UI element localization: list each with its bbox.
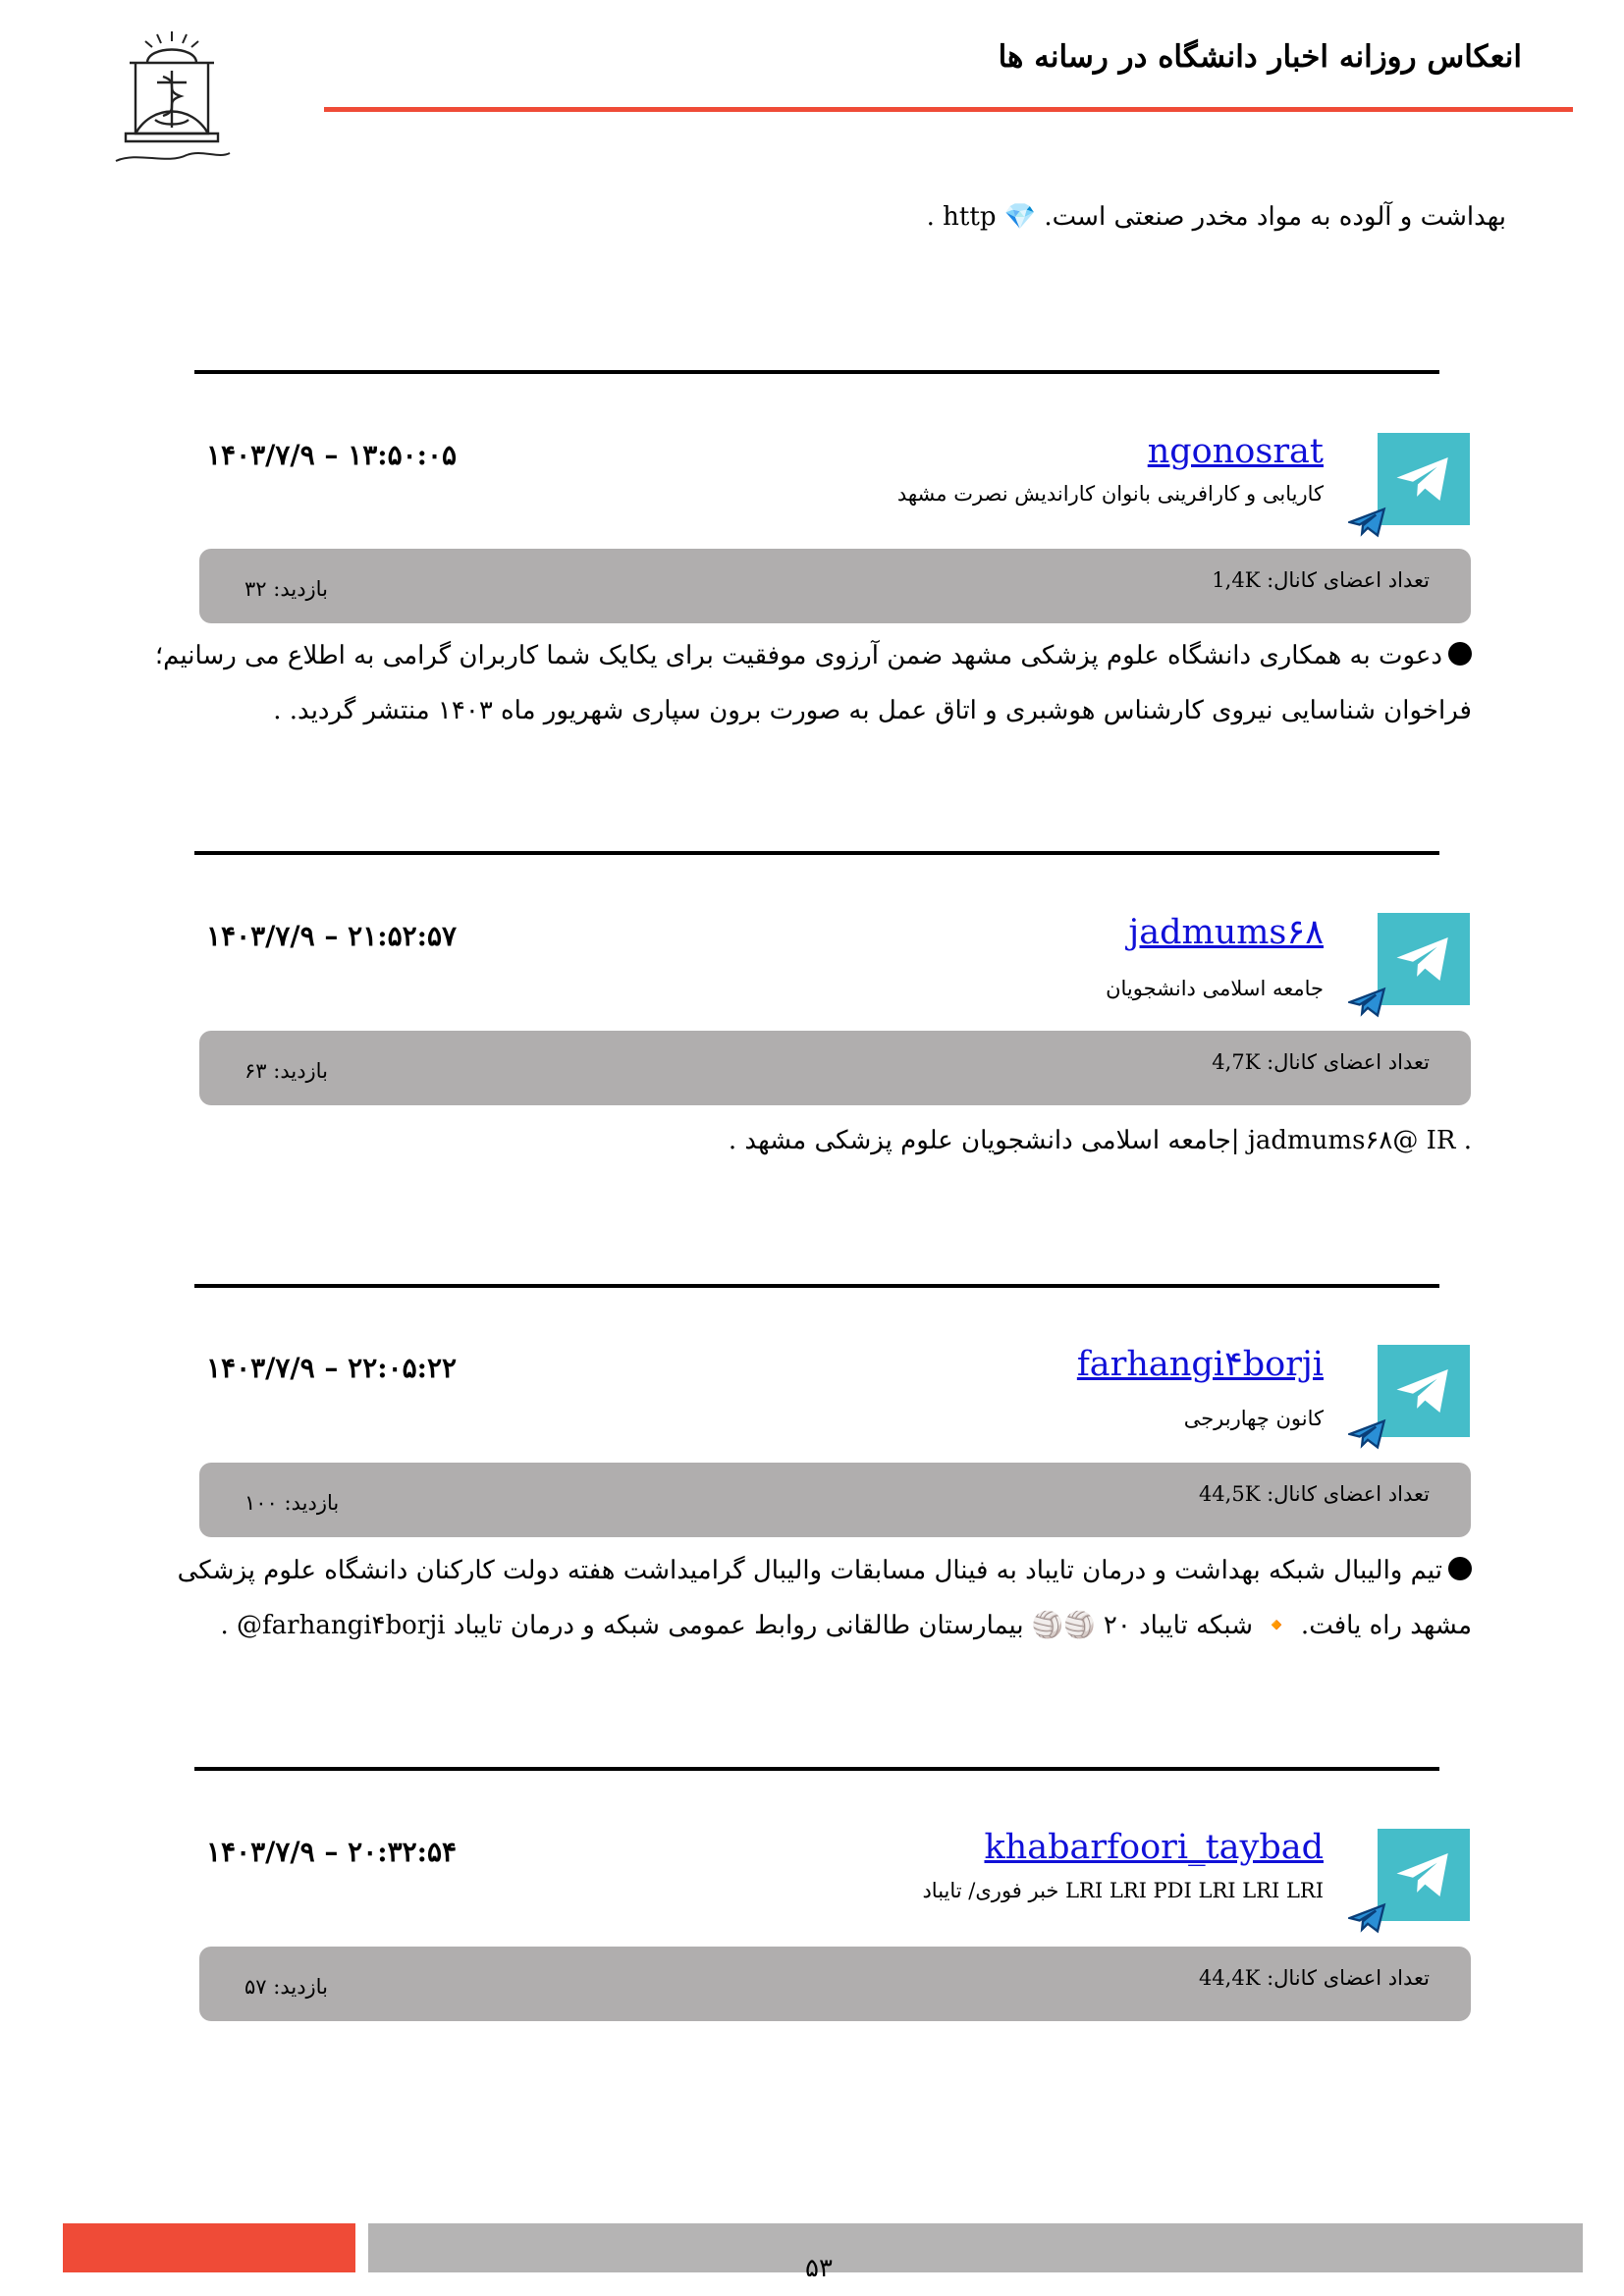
- stats-bar: [199, 1463, 1471, 1537]
- university-emblem-icon: [108, 26, 236, 173]
- views-count: بازدید: ۳۲: [244, 577, 328, 601]
- channel-name-link[interactable]: ngonosrat: [1147, 432, 1324, 471]
- channel-subtitle: کاریابی و کارافرینی بانوان کاراندیش نصرت مشهد: [896, 482, 1324, 506]
- bullet-icon: [1448, 1557, 1472, 1580]
- telegram-small-icon: [1348, 986, 1387, 1019]
- post-line: فراخوان شناسایی نیروی کارشناس هوشبری و اتاق عمل به صورت برون سپاری شهریور ماه ۱۴۰۳ منتشر گردید. .: [273, 696, 1472, 725]
- channel-avatar[interactable]: [1378, 1829, 1470, 1921]
- channel-name-link[interactable]: khabarfoori_taybad: [984, 1828, 1324, 1867]
- post-divider: [194, 1284, 1439, 1288]
- channel-avatar[interactable]: [1378, 433, 1470, 525]
- post-line: دعوت به همکاری دانشگاه علوم پزشکی مشهد ضمن آرزوی موفقیت برای یکایک شما کاربران گرامی به اطلاع می رسانیم؛: [155, 628, 1472, 683]
- telegram-icon: [1391, 1359, 1456, 1423]
- post-line: تیم والیبال شبکه بهداشت و درمان تایباد به فینال مسابقات والیبال گرامیداشت هفته دولت کارکنان دانشگاه علوم پزشکی: [178, 1543, 1472, 1598]
- members-count: تعداد اعضای کانال: 44,5K: [1198, 1482, 1430, 1506]
- channel-name-link[interactable]: jadmums۶۸: [1128, 913, 1324, 952]
- post-line: مشهد راه یافت. 🔸 شبکه تایباد ۲۰ 🏐🏐 بیمارستان طالقانی روابط عمومی شبکه و درمان تایباد farhangi۴borji@ .: [220, 1611, 1472, 1640]
- members-count: تعداد اعضای کانال: 1,4K: [1212, 568, 1430, 592]
- stats-bar: [199, 1031, 1471, 1105]
- telegram-icon: [1391, 927, 1456, 991]
- telegram-icon: [1391, 447, 1456, 511]
- views-count: بازدید: ۶۳: [244, 1059, 328, 1083]
- footer-bar: [368, 2223, 1583, 2272]
- report-title: انعکاس روزانه اخبار دانشگاه در رسانه ها: [998, 39, 1522, 75]
- post-line: . jadmums۶۸@ IR |جامعه اسلامی دانشجویان علوم پزشکی مشهد .: [728, 1126, 1472, 1155]
- footer-accent-bar: [63, 2223, 355, 2272]
- channel-subtitle: LRI LRI PDI LRI LRI LRI خبر فوری/ تایباد: [922, 1879, 1324, 1902]
- stats-bar: [199, 549, 1471, 623]
- telegram-small-icon: [1348, 506, 1387, 539]
- bullet-icon: [1448, 642, 1472, 666]
- post-body: [729, 1113, 1472, 1168]
- views-count: بازدید: ۵۷: [244, 1975, 328, 1999]
- post-datetime: ۱۴۰۳/۷/۹ – ۲۰:۳۲:۵۴: [206, 1836, 458, 1868]
- post-body: [178, 1543, 1472, 1653]
- channel-subtitle: کانون چهاربرجی: [1183, 1407, 1324, 1430]
- members-count: تعداد اعضای کانال: 4,7K: [1212, 1050, 1430, 1074]
- post-divider: [194, 851, 1439, 855]
- channel-subtitle: جامعه اسلامی دانشجویان: [1106, 977, 1324, 1000]
- members-count: تعداد اعضای کانال: 44,4K: [1198, 1966, 1430, 1990]
- post-divider: [194, 370, 1439, 374]
- header-divider: [324, 107, 1573, 112]
- telegram-small-icon: [1348, 1901, 1387, 1935]
- channel-name-link[interactable]: farhangi۴borji: [1076, 1345, 1324, 1384]
- telegram-icon: [1391, 1842, 1456, 1907]
- views-count: بازدید: ۱۰۰: [244, 1491, 340, 1515]
- intro-text: بهداشت و آلوده به مواد مخدر صنعتی است. 💎 http .: [926, 202, 1506, 232]
- post-divider: [194, 1767, 1439, 1771]
- post-datetime: ۱۴۰۳/۷/۹ – ۲۲:۰۵:۲۲: [206, 1352, 458, 1384]
- post-datetime: ۱۴۰۳/۷/۹ – ۲۱:۵۲:۵۷: [206, 920, 458, 952]
- post-body: [155, 628, 1472, 738]
- channel-avatar[interactable]: [1378, 913, 1470, 1005]
- channel-avatar[interactable]: [1378, 1345, 1470, 1437]
- page-number: ۵۳: [805, 2254, 833, 2283]
- stats-bar: [199, 1947, 1471, 2021]
- telegram-small-icon: [1348, 1417, 1387, 1451]
- post-datetime: ۱۴۰۳/۷/۹ – ۱۳:۵۰:۰۵: [206, 439, 458, 471]
